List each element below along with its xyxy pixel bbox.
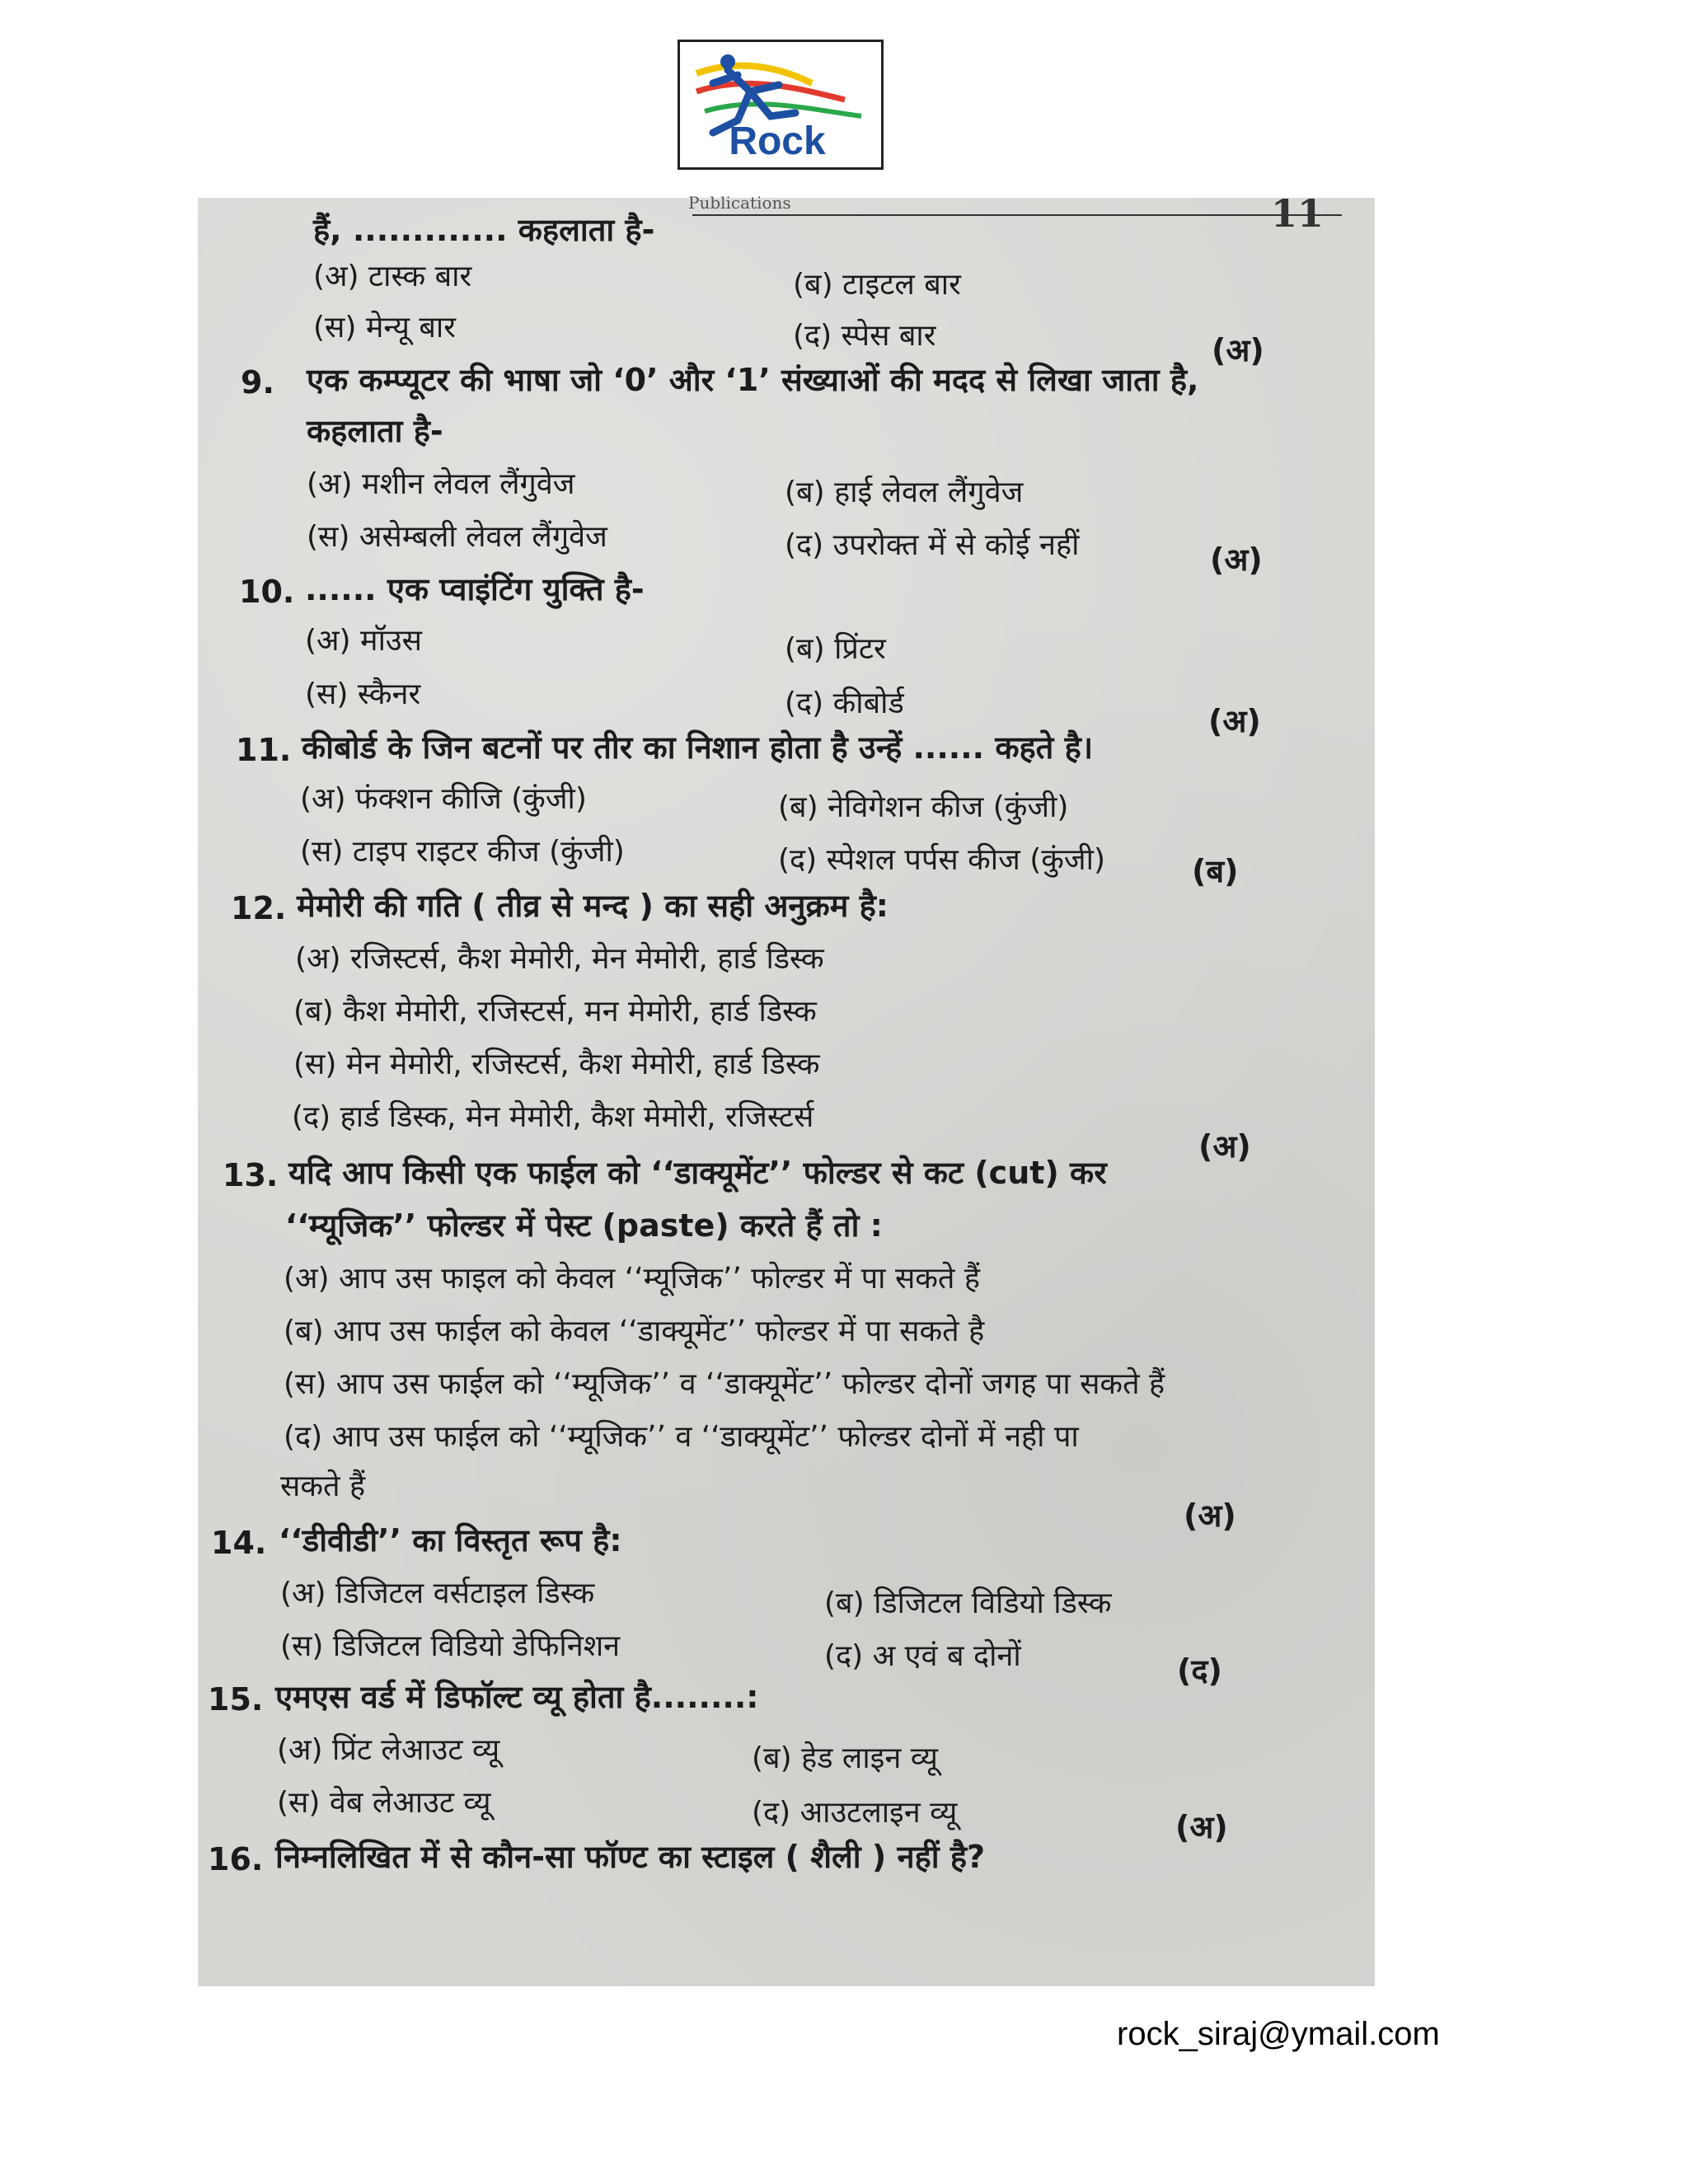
q15-option-a: (अ) प्रिंट लेआउट व्यू xyxy=(277,1733,500,1767)
q10-option-a: (अ) मॉउस xyxy=(305,624,422,658)
q14-answer: (द) xyxy=(1177,1652,1222,1689)
q9-option-b: (ब) हाई लेवल लैंगुवेज xyxy=(785,476,1024,509)
q9-answer: (अ) xyxy=(1210,541,1263,578)
q12-option-d: (द) हार्ड डिस्क, मेन मेमोरी, कैश मेमोरी, रजिस्टर्स xyxy=(292,1100,814,1134)
q11-option-b: (ब) नेविगेशन कीज (कुंजी) xyxy=(778,790,1069,824)
q12-option-c: (स) मेन मेमोरी, रजिस्टर्स, कैश मेमोरी, हार्ड डिस्क xyxy=(293,1047,820,1081)
q13-stem-line2: ‘‘म्यूजिक’’ फोल्डर में पेस्ट (paste) करते हैं तो : xyxy=(285,1207,883,1244)
q9-stem-line2: कहलाता है- xyxy=(307,413,443,449)
q12-option-b: (ब) कैश मेमोरी, रजिस्टर्स, मन मेमोरी, हार्ड डिस्क xyxy=(293,995,817,1029)
q10-stem: ...... एक प्वाइंटिंग युक्ति है- xyxy=(305,571,645,607)
q12-option-a: (अ) रजिस्टर्स, कैश मेमोरी, मेन मेमोरी, हार्ड डिस्क xyxy=(295,942,824,976)
q15-option-d: (द) आउटलाइन व्यू xyxy=(752,1796,958,1830)
q11-stem: कीबोर्ड के जिन बटनों पर तीर का निशान होता है उन्हें ...... कहते है। xyxy=(302,729,1094,766)
q10-answer: (अ) xyxy=(1208,703,1261,739)
page-number: 11 xyxy=(1270,191,1324,236)
q11-option-d: (द) स्पेशल पर्पस कीज (कुंजी) xyxy=(778,843,1106,877)
q8-option-b: (ब) टाइटल बार xyxy=(793,268,961,302)
footer-email: rock_siraj@ymail.com xyxy=(1117,2016,1440,2052)
q10-option-b: (ब) प्रिंटर xyxy=(785,632,886,666)
q11-answer: (ब) xyxy=(1192,853,1239,889)
q10-option-d: (द) कीबोर्ड xyxy=(785,687,904,720)
q12-answer: (अ) xyxy=(1198,1128,1251,1165)
q9-option-d: (द) उपरोक्त में से कोई नहीं xyxy=(785,528,1080,562)
q11-option-a: (अ) फंक्शन कीजि (कुंजी) xyxy=(300,782,587,816)
q8-answer: (अ) xyxy=(1212,332,1264,368)
q8-option-d: (द) स्पेस बार xyxy=(793,319,936,353)
publisher-text: Publications xyxy=(688,193,791,213)
q13-stem-line1: यदि आप किसी एक फाईल को ‘‘डाक्यूमेंट’’ फोल्डर से कट (cut) कर xyxy=(288,1155,1107,1191)
q13-option-b: (ब) आप उस फाईल को केवल ‘‘डाक्यूमेंट’’ फोल्डर में पा सकते है xyxy=(284,1315,985,1348)
q9-stem-line1: एक कम्प्यूटर की भाषा जो ‘0’ और ‘1’ संख्याओं की मदद से लिखा जाता है, xyxy=(307,362,1199,398)
q9-option-a: (अ) मशीन लेवल लैंगुवेज xyxy=(307,467,575,501)
q15-number: 15. xyxy=(208,1681,264,1718)
q14-stem: ‘‘डीवीडी’’ का विस्तृत रूप है: xyxy=(279,1522,622,1558)
q15-option-c: (स) वेब लेआउट व्यू xyxy=(277,1786,491,1820)
scanned-page xyxy=(198,191,1375,1986)
runner-logo-icon xyxy=(680,42,881,167)
q13-option-d-line1: (द) आप उस फाईल को ‘‘म्यूजिक’’ व ‘‘डाक्यूमेंट’’ फोल्डर दोनों में नही पा xyxy=(284,1420,1079,1454)
rock-logo xyxy=(678,40,884,170)
header-rule xyxy=(692,214,1342,216)
q8-option-c: (स) मेन्यू बार xyxy=(313,311,456,344)
q13-number: 13. xyxy=(223,1157,279,1193)
q14-option-d: (द) अ एवं ब दोनों xyxy=(824,1639,1021,1673)
q10-option-c: (स) स्कैनर xyxy=(305,677,421,711)
q16-stem: निम्नलिखित में से कौन-सा फॉण्ट का स्टाइल ( शैली ) नहीं है? xyxy=(275,1839,986,1875)
q15-stem: एमएस वर्ड में डिफॉल्ट व्यू होता है........: xyxy=(275,1679,759,1715)
q14-option-b: (ब) डिजिटल विडियो डिस्क xyxy=(824,1586,1112,1620)
q13-option-a: (अ) आप उस फाइल को केवल ‘‘म्यूजिक’’ फोल्डर में पा सकते हैं xyxy=(284,1262,981,1296)
q11-number: 11. xyxy=(236,732,292,768)
q16-number: 16. xyxy=(208,1841,264,1877)
q13-option-d-line2: सकते हैं xyxy=(280,1469,366,1503)
q9-option-c: (स) असेम्बली लेवल लैंगुवेज xyxy=(307,520,607,554)
q12-stem: मेमोरी की गति ( तीव्र से मन्द ) का सही अनुक्रम है: xyxy=(297,888,889,924)
q8-stem-tail: हैं, ............. कहलाता है- xyxy=(313,212,655,248)
q15-option-b: (ब) हेड लाइन व्यू xyxy=(752,1741,938,1775)
logo-text: Rock xyxy=(729,120,826,163)
q12-number: 12. xyxy=(231,890,287,926)
q11-option-c: (स) टाइप राइटर कीज (कुंजी) xyxy=(300,835,625,869)
q15-answer: (अ) xyxy=(1175,1809,1228,1845)
q9-number: 9. xyxy=(241,364,274,401)
q14-option-c: (स) डिजिटल विडियो डेफिनिशन xyxy=(280,1629,621,1663)
q13-answer: (अ) xyxy=(1184,1497,1236,1534)
q8-option-a: (अ) टास्क बार xyxy=(313,260,472,293)
q14-option-a: (अ) डिजिटल वर्सटाइल डिस्क xyxy=(280,1577,595,1610)
q14-number: 14. xyxy=(211,1525,267,1561)
q10-number: 10. xyxy=(239,574,295,610)
q13-option-c: (स) आप उस फाईल को ‘‘म्यूजिक’’ व ‘‘डाक्यूमेंट’’ फोल्डर दोनों जगह पा सकते हैं xyxy=(284,1367,1165,1401)
